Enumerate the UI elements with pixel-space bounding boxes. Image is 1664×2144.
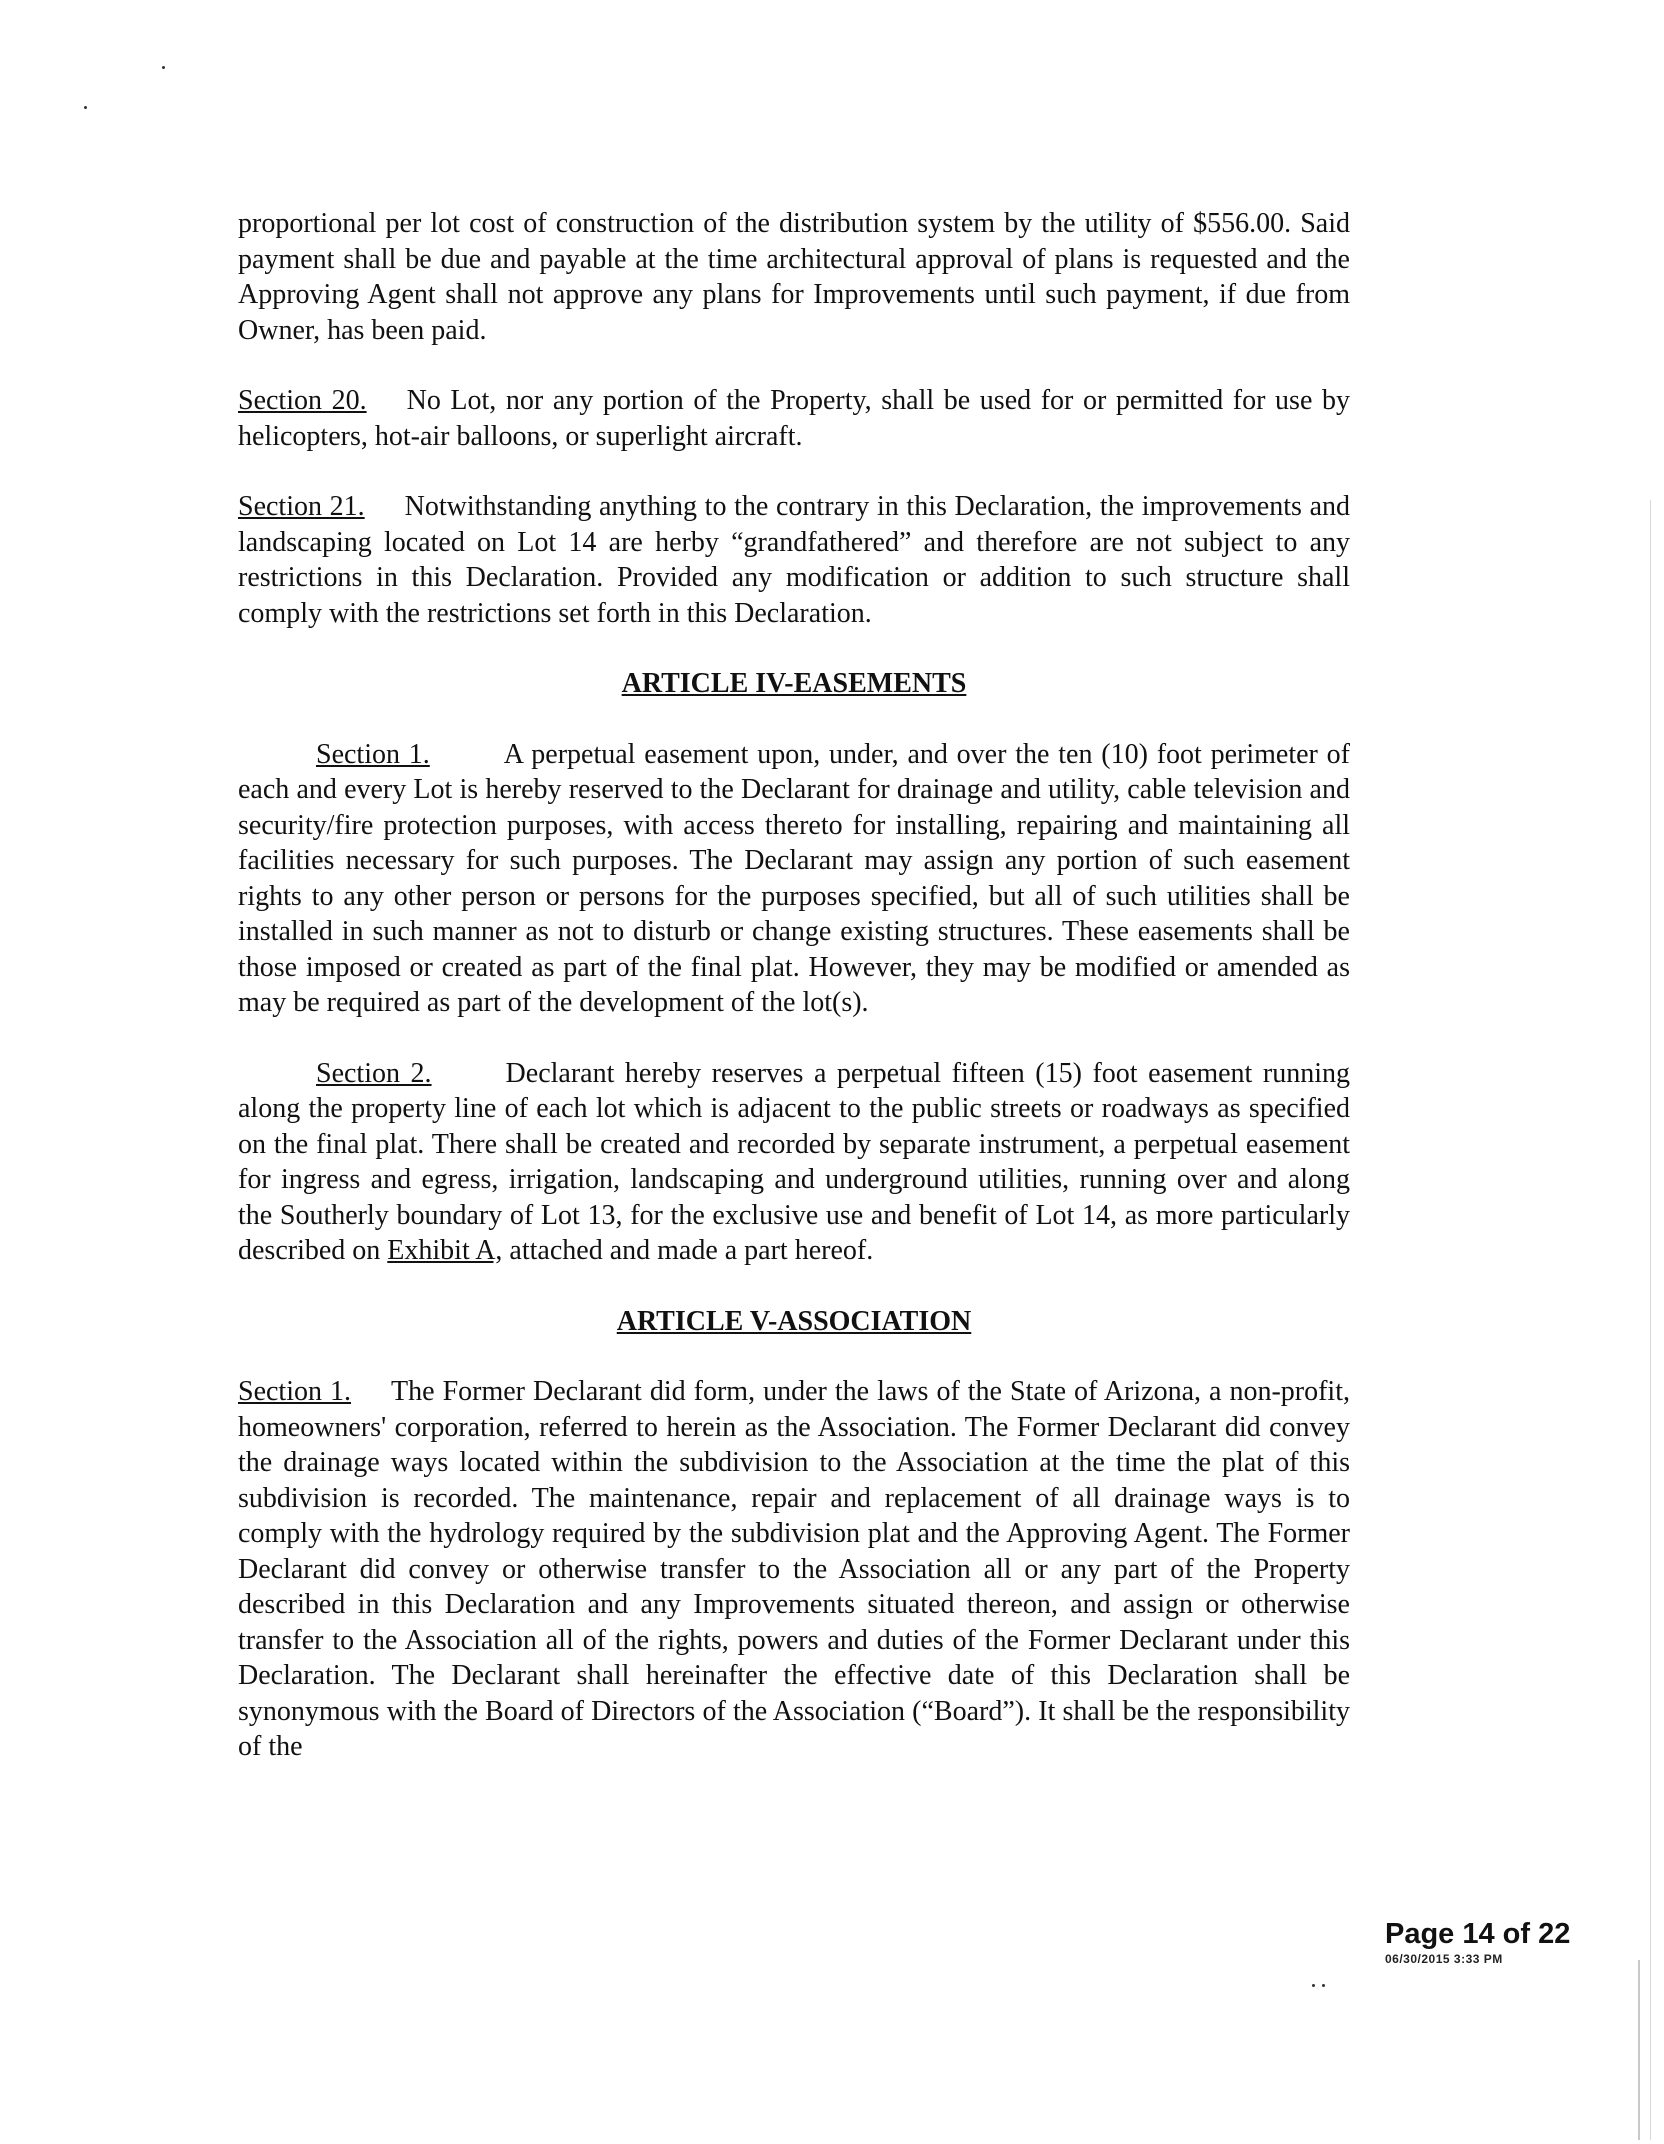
article-v-section-1-text: The Former Declarant did form, under the laws of the State of Arizona, a non-profit, homeowners' corporation, referred to herein as the Association. The Former Declarant did convey the drainage ways located within the subdivision to the Association at the time the plat of this subdivision is recorded. The maintenance, repair and replacement of all drainage ways is to comply with the hydrology required by the subdivision plat and the Approving Agent. The Former Declarant did convey or otherwise transfer to the Association all or any part of the Property described in this Declaration and any Improvements situated thereon, and assign or otherwise transfer to the Association all of the rights, powers and duties of the Former Declarant under this Declaration. The Declarant shall hereinafter the effective date of this Declaration shall be synonymous with the Board of Directors of the Association (“Board”). It shall be the responsibility of the [238, 1376, 1350, 1762]
page-number: Page 14 of 22 [1385, 1918, 1571, 1950]
article-iv-section-2-text-end: attached and made a part hereof. [509, 1235, 874, 1266]
article-iv-section-1-label: Section 1. [316, 738, 430, 770]
scan-edge-line [1650, 500, 1651, 2140]
paragraph-continuation: proportional per lot cost of construction of the distribution system by the utility of $556.00. Said payment shall be due and payable at the time architectural approval of plans is requested and the Approving Agent shall not approve any plans for Improvements until such payment, if due from Owner, has been paid. [238, 208, 1350, 346]
article-iv-section-1 [238, 737, 1350, 1021]
scan-speck [1312, 1984, 1315, 1987]
section-21-text: Notwithstanding anything to the contrary in this Declaration, the improvements and landscaping located on Lot 14 are herby “grandfathered” and therefore are not subject to any restrictions in this Declaration. Provided any modification or addition to such structure shall comply with the restrictions set forth in this Declaration. [238, 491, 1350, 629]
article-iv-heading: ARTICLE IV-EASEMENTS [621, 668, 967, 699]
document-body [238, 206, 1350, 1765]
section-20-label: Section 20. [238, 385, 367, 416]
section-20 [238, 383, 1350, 454]
scan-speck [162, 66, 165, 69]
recording-timestamp: 06/30/2015 3:33 PM [1385, 1952, 1503, 1966]
article-v-heading: ARTICLE V-ASSOCIATION [616, 1305, 972, 1337]
article-iv-section-2-text: Declarant hereby reserves a perpetual fifteen (15) foot easement running along the property line of each lot which is adjacent to the public streets or roadways as specified on the final plat. There shall be created and recorded by separate instrument, a perpetual easement for ingress and egress, irrigation, landscaping and underground utilities, running over and along the Southerly boundary of Lot 13, for the exclusive use and benefit of Lot 14, as more particularly described on [238, 1057, 1350, 1266]
article-v-section-1 [238, 1374, 1350, 1765]
section-20-text: No Lot, nor any portion of the Property, shall be used for or permitted for use by helicopters, hot-air balloons, or superlight aircraft. [238, 385, 1350, 452]
article-v-section-1-label: Section 1. [238, 1376, 352, 1407]
scan-speck [84, 106, 87, 109]
scan-speck [1322, 1984, 1325, 1987]
section-21 [238, 489, 1350, 631]
page-footer [1385, 1918, 1570, 1966]
article-iv-section-1-text: A perpetual easement upon, under, and over the ten (10) foot perimeter of each and every Lot is hereby reserved to the Declarant for drainage and utility, cable television and security/fire protection purposes, with access thereto for installing, repairing and maintaining all facilities necessary for such purposes. The Declarant may assign any portion of such easement rights to any other person or persons for the purposes specified, but all of such utilities shall be installed in such manner as not to disturb or change existing structures. These easements shall be those imposed or created as part of the final plat. However, they may be modified or amended as may be required as part of the development of the lot(s). [238, 738, 1350, 1018]
article-iv-section-2 [238, 1056, 1350, 1269]
article-iv-section-2-label: Section 2. [316, 1057, 432, 1089]
section-21-label: Section 21. [238, 491, 365, 522]
exhibit-a-reference: Exhibit A, [387, 1235, 503, 1266]
scan-edge-line [1638, 1960, 1640, 2140]
